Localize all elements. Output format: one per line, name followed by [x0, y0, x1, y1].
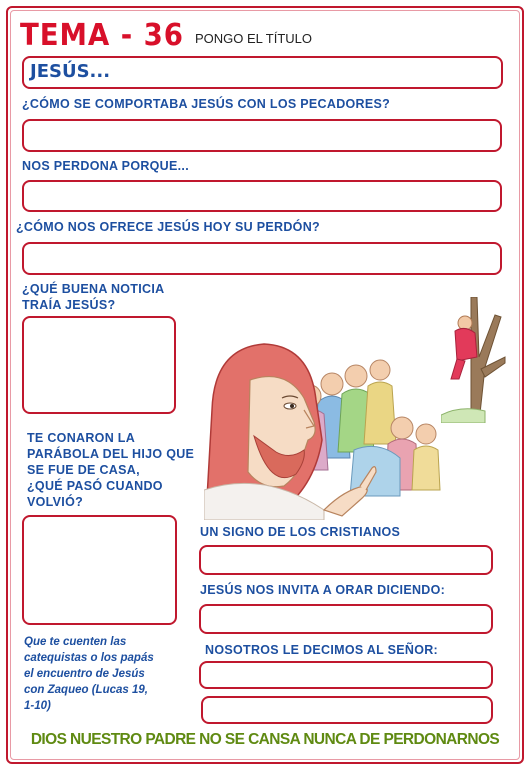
- question-7: JESÚS NOS INVITA A ORAR DICIENDO:: [200, 583, 446, 597]
- question-1: ¿CÓMO SE COMPORTABA JESÚS CON LOS PECADORES?: [22, 97, 391, 111]
- answer-box-6[interactable]: [199, 545, 493, 575]
- zaqueo-tree-illustration: [441, 297, 507, 423]
- footer-message: DIOS NUESTRO PADRE NO SE CANSA NUNCA DE PERDONARNOS: [30, 731, 500, 748]
- note-line-4: con Zaqueo (Lucas 19,: [24, 684, 148, 696]
- note-line-1: Que te cuenten las: [24, 636, 127, 648]
- question-2: NOS PERDONA PORQUE...: [22, 159, 189, 173]
- question-5-line-3: SE FUE DE CASA,: [27, 463, 140, 477]
- question-4-line-2: TRAÍA JESÚS?: [22, 298, 116, 312]
- answer-box-5[interactable]: [22, 515, 177, 625]
- question-5-line-2: PARÁBOLA DEL HIJO QUE: [27, 447, 195, 461]
- title-instruction: PONGO EL TÍTULO: [195, 31, 313, 46]
- note-line-2: catequistas o los papás: [24, 652, 154, 664]
- jesus-crowd-illustration: [204, 340, 444, 520]
- note-line-3: el encuentro de Jesús: [24, 668, 145, 680]
- title-box-text: JESÚS...: [30, 61, 111, 82]
- question-5: [27, 430, 194, 510]
- answer-box-8b[interactable]: [201, 696, 493, 724]
- question-3: ¿CÓMO NOS OFRECE JESÚS HOY SU PERDÓN?: [16, 220, 320, 234]
- question-5-line-1: TE CONARON LA: [27, 431, 136, 445]
- tema-title: TEMA - 36: [20, 18, 184, 53]
- answer-box-3[interactable]: [22, 242, 502, 275]
- question-8: NOSOTROS LE DECIMOS AL SEÑOR:: [205, 643, 439, 657]
- question-4-line-1: ¿QUÉ BUENA NOTICIA: [22, 282, 165, 296]
- answer-box-4[interactable]: [22, 316, 176, 414]
- answer-box-1[interactable]: [22, 119, 502, 152]
- note-line-5: 1-10): [24, 700, 51, 712]
- zaqueo-note: [24, 634, 154, 714]
- question-5-line-5: VOLVIÓ?: [27, 495, 84, 509]
- question-6: UN SIGNO DE LOS CRISTIANOS: [200, 525, 401, 539]
- question-4: [22, 281, 164, 313]
- answer-box-7[interactable]: [199, 604, 493, 634]
- answer-box-2[interactable]: [22, 180, 502, 212]
- question-5-line-4: ¿QUÉ PASÓ CUANDO: [27, 479, 163, 493]
- title-answer-box[interactable]: [22, 56, 503, 89]
- answer-box-8a[interactable]: [199, 661, 493, 689]
